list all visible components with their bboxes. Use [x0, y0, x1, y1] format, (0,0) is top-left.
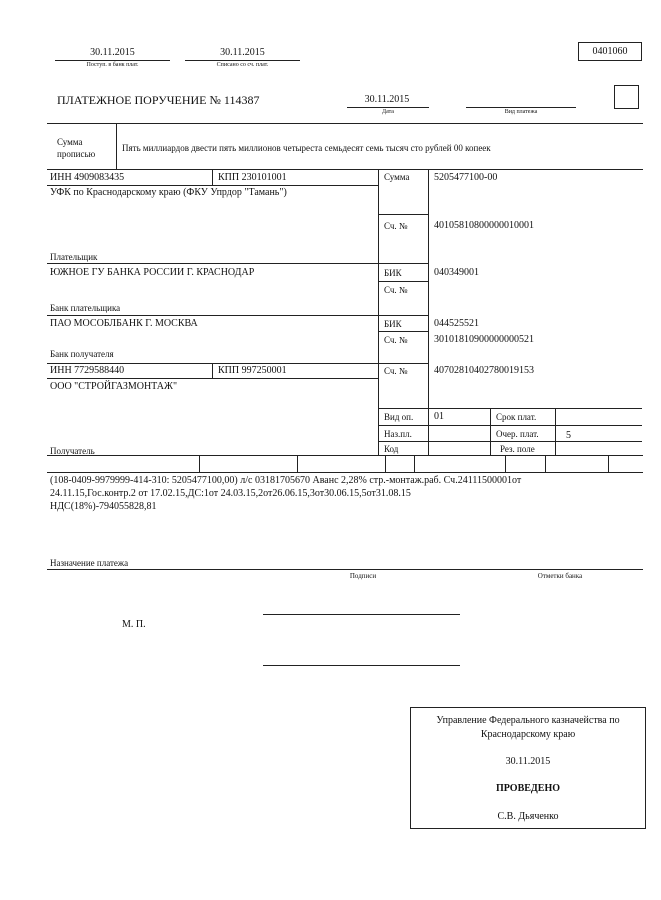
grid-line [378, 408, 642, 409]
recipient-account-value: 40702810402780019153 [434, 365, 534, 376]
grid-line [378, 281, 428, 282]
grid-line [47, 455, 643, 456]
debited-date-label: Списано со сч. плат. [216, 62, 269, 68]
grid-line [378, 441, 642, 442]
grid-line [378, 425, 642, 426]
grid-line [378, 214, 428, 215]
signature-line-2 [263, 665, 460, 666]
grid-line [199, 455, 200, 472]
debited-date: 30.11.2015 [220, 47, 265, 58]
payer-bank-bik-label: БИК [384, 268, 402, 278]
recipient-kpp: КПП 997250001 [218, 365, 287, 376]
grid-line [212, 363, 213, 378]
grid-line [378, 169, 379, 455]
bank-stamp-signer: С.В. Дьяченко [497, 811, 559, 822]
purpose-line-2: 24.11.15,Гос.контр.2 от 17.02.15,ДС:1от 24.03.15,2от26.06.15,3от30.06.15,5от31.08.15 [50, 488, 411, 499]
purpose-line-3: НДС(18%)-794055828,81 [50, 501, 157, 512]
document-date: 30.11.2015 [364, 94, 410, 105]
grid-line [545, 455, 546, 472]
vid-op-value: 01 [434, 411, 444, 422]
bank-stamp-line-1: Управление Федерального казначейства по [436, 715, 620, 726]
purpose-label: Назначение платежа [50, 558, 129, 568]
recipient-name: ООО "СТРОЙГАЗМОНТАЖ" [50, 381, 178, 392]
document-date-label: Дата [382, 109, 394, 115]
grid-line [608, 455, 609, 472]
recipient-bank-bik-label: БИК [384, 319, 402, 329]
vid-op-label: Вид оп. [384, 412, 414, 422]
grid-line [47, 315, 428, 316]
received-date-line [55, 60, 170, 61]
page-title: ПЛАТЕЖНОЕ ПОРУЧЕНИЕ № 114387 [57, 93, 260, 107]
recipient-bank-name: ПАО МОСОБЛБАНК Г. МОСКВА [50, 318, 198, 329]
grid-line [47, 363, 428, 364]
grid-line [428, 169, 429, 455]
amount-in-words: Пять миллиардов двести пять миллионов четыреста семьдесят семь тысяч сто рублей 00 копеек [122, 143, 491, 153]
recipient-bank-label: Банк получателя [50, 349, 114, 359]
grid-line [47, 472, 643, 473]
recipient-account-label: Сч. № [384, 366, 408, 376]
payer-kpp: КПП 230101001 [218, 172, 287, 183]
recipient-label: Получатель [50, 446, 95, 456]
amount-words-label-2: прописью [57, 149, 96, 159]
bank-stamp-line-2: Краснодарскому краю [480, 729, 576, 740]
grid-line [385, 455, 386, 472]
rez-pole-label: Рез. поле [500, 444, 535, 454]
purpose-line-1: (108-0409-9979999-414-310: 5205477100,00) л/с 03181705670 Аванс 2,28% стр.-монтаж.раб. Сч.24111500001от [50, 475, 522, 486]
grid-line [505, 455, 506, 472]
grid-line [47, 185, 378, 186]
payer-account-label: Сч. № [384, 221, 408, 231]
section-top-line [47, 123, 643, 124]
bank-marks-label: Отметки банка [537, 572, 583, 580]
grid-line [47, 263, 428, 264]
grid-line [297, 455, 298, 472]
signature-line-1 [263, 614, 460, 615]
grid-line [47, 169, 643, 170]
payer-inn: ИНН 4909083435 [50, 172, 125, 183]
srok-plat-label: Срок плат. [496, 412, 537, 422]
amount-words-label-1: Сумма [57, 137, 83, 147]
grid-line [414, 455, 415, 472]
purpose-bottom-line [47, 569, 643, 570]
recipient-bank-account-value: 30101810900000000521 [434, 334, 534, 345]
grid-line [490, 408, 491, 455]
payer-bank-label: Банк плательщика [50, 303, 121, 313]
grid-line [47, 378, 378, 379]
form-code: 0401060 [578, 42, 642, 61]
bank-stamp-status: ПРОВЕДЕНО [495, 783, 561, 794]
recipient-inn: ИНН 7729588440 [50, 365, 125, 376]
amount-words-divider [116, 123, 117, 169]
recipient-bank-account-label: Сч. № [384, 335, 408, 345]
ocher-plat-label: Очер. плат. [496, 429, 539, 439]
grid-line [212, 169, 213, 185]
grid-line [378, 331, 428, 332]
status-box [614, 85, 639, 109]
payer-bank-account-label: Сч. № [384, 285, 408, 295]
signatures-label: Подписи [349, 572, 377, 580]
payer-name: УФК по Краснодарскому краю (ФКУ Упрдор "Тамань") [50, 187, 287, 198]
payer-account-value: 40105810800000010001 [434, 220, 534, 231]
grid-line [555, 408, 556, 455]
payment-type-line [466, 107, 576, 108]
received-date-label: Поступ. в банк плат. [86, 62, 139, 68]
sum-label: Сумма [384, 172, 410, 182]
payer-bank-bik-value: 040349001 [434, 267, 479, 278]
stamp-label: М. П. [122, 619, 146, 630]
document-date-line [347, 107, 429, 108]
code-label: Код [384, 444, 399, 454]
payer-bank-name: ЮЖНОЕ ГУ БАНКА РОССИИ Г. КРАСНОДАР [50, 267, 255, 278]
ocher-plat-value: 5 [566, 430, 571, 441]
payment-type-label: Вид платежа [504, 109, 538, 115]
received-date: 30.11.2015 [90, 47, 135, 58]
debited-date-line [185, 60, 300, 61]
sum-value: 5205477100-00 [434, 172, 498, 183]
recipient-bank-bik-value: 044525521 [434, 318, 479, 329]
payer-label: Плательщик [50, 252, 98, 262]
bank-stamp-date: 30.11.2015 [505, 756, 551, 767]
naz-pl-label: Наз.пл. [384, 429, 412, 439]
